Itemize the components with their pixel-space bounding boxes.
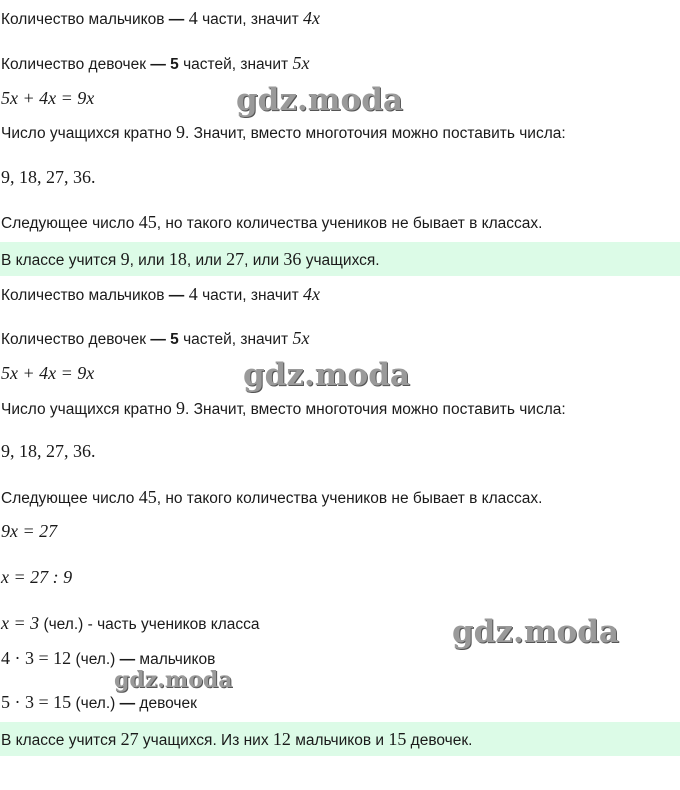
- watermark-logo: gdz.moda: [452, 614, 619, 650]
- solve-step-1: 9x = 27: [1, 521, 58, 541]
- girls-line-2: Количество девочек — 5 частей, значит 5x: [1, 328, 310, 348]
- numbers-line-1: 9, 18, 27, 36.: [1, 167, 96, 187]
- solve-step-2: x = 27 : 9: [1, 567, 73, 587]
- boys-line-2: Количество мальчиков — 4 части, значит 4x: [1, 284, 320, 304]
- watermark-logo: gdz.moda: [243, 357, 410, 393]
- equation-line-1: 5x + 4x = 9x: [1, 88, 95, 108]
- watermark-logo: gdz.moda: [236, 82, 403, 118]
- numbers-line-2: 9, 18, 27, 36.: [1, 441, 96, 461]
- next-number-line-2: Следующее число 45, но такого количества учеников не бывает в классах.: [1, 487, 543, 507]
- answer-box-2: [0, 722, 680, 756]
- watermark-logo: gdz.moda: [114, 667, 233, 693]
- multiple-line-1: Число учащихся кратно 9. Значит, вместо многоточия можно поставить числа:: [1, 122, 566, 142]
- next-number-line-1: Следующее число 45, но такого количества учеников не бывает в классах.: [1, 212, 543, 232]
- girls-line-1: Количество девочек — 5 частей, значит 5x: [1, 53, 310, 73]
- answer-box-1: [0, 242, 680, 276]
- multiple-line-2: Число учащихся кратно 9. Значит, вместо многоточия можно поставить числа:: [1, 398, 566, 418]
- boys-line-1: Количество мальчиков — 4 части, значит 4x: [1, 8, 320, 28]
- equation-line-2: 5x + 4x = 9x: [1, 363, 95, 383]
- solve-step-3: x = 3 (чел.) - часть учеников класса: [1, 613, 260, 633]
- solve-step-5: 5 · 3 = 15 (чел.) — девочек: [1, 692, 197, 712]
- answer-text-1: В классе учится 9, или 18, или 27, или 36 учащихся.: [1, 249, 380, 269]
- solve-step-4: 4 · 3 = 12 (чел.) — мальчиков: [1, 648, 216, 668]
- answer-text-2: В классе учится 27 учащихся. Из них 12 мальчиков и 15 девочек.: [1, 729, 473, 749]
